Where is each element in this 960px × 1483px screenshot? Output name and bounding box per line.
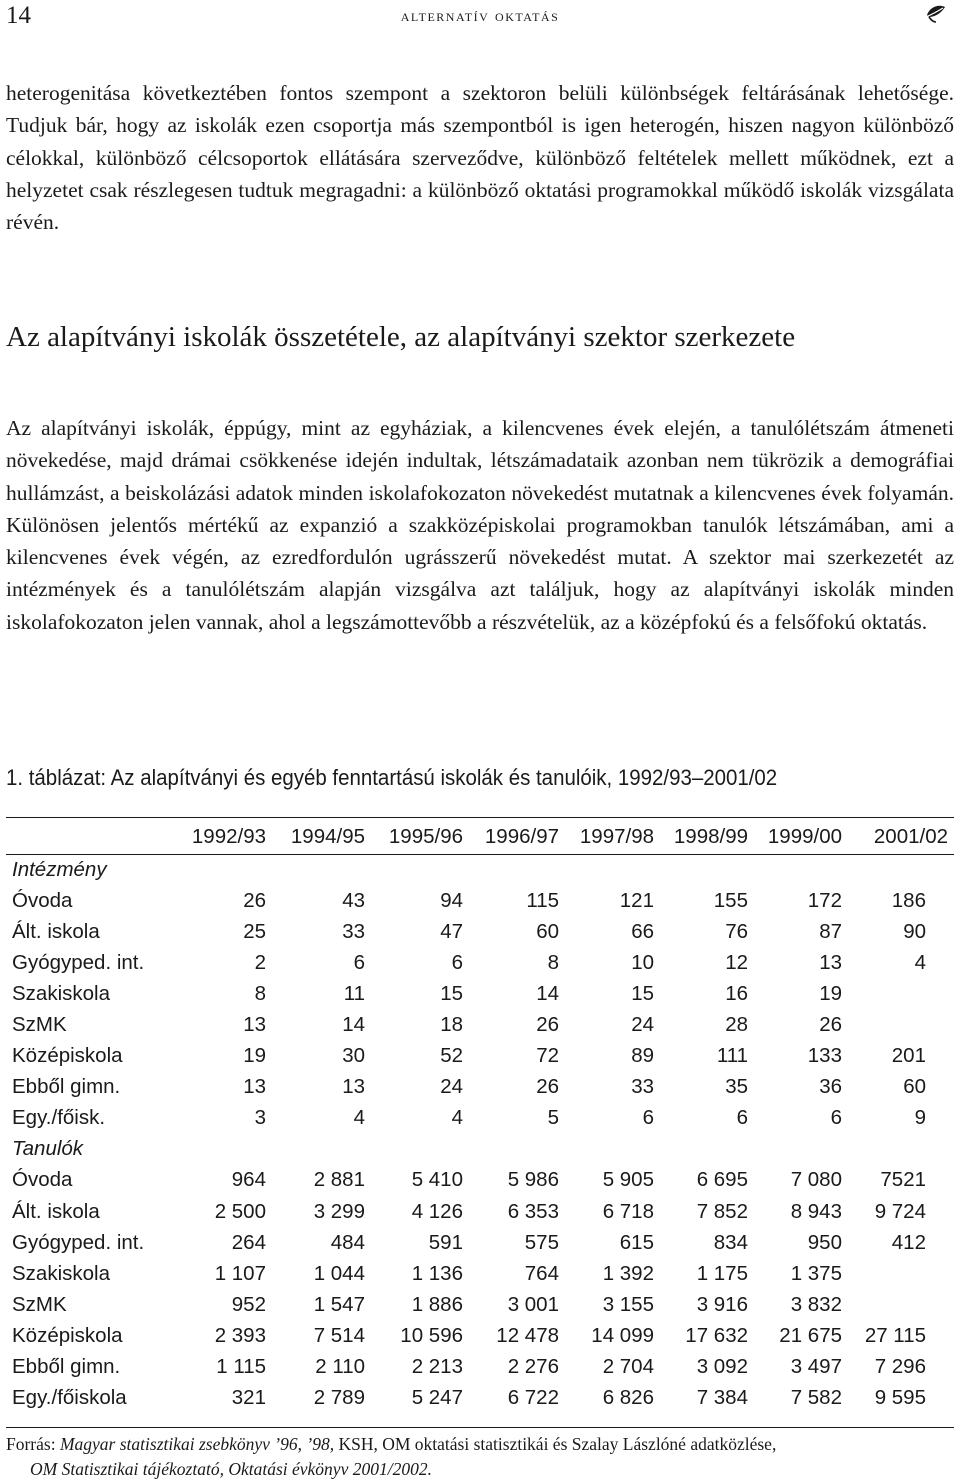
table-cell: 13: [819, 950, 842, 974]
table-row: [6, 1041, 954, 1072]
table-cell: 8 943: [790, 1199, 842, 1223]
table-row: [6, 1258, 954, 1289]
table-cell: 2 881: [313, 1168, 365, 1192]
table-cell: 9 724: [874, 1199, 926, 1223]
table-cell: 94: [440, 888, 463, 912]
table-cell: 111: [716, 1044, 748, 1068]
table-bottom-rule: [6, 1427, 954, 1428]
table-cell: 834: [713, 1230, 748, 1254]
running-head: alternatív oktatás: [400, 6, 560, 25]
table-cell: 60: [903, 1075, 926, 1099]
column-header: 1998/99: [673, 824, 748, 848]
table-cell: 5 247: [411, 1386, 463, 1410]
table-cell: 36: [819, 1075, 842, 1099]
table-cell: 12: [725, 950, 748, 974]
table-cell: 8: [547, 950, 559, 974]
group-row: [6, 854, 954, 885]
section-heading: Az alapítványi iskolák összetétele, az alapítványi szektor szerkezete: [6, 321, 796, 353]
table-cell: 8: [254, 981, 266, 1005]
table-cell: 3 155: [602, 1292, 654, 1316]
statistics-table: [6, 819, 954, 1414]
table-cell: 25: [243, 919, 266, 943]
row-label: Óvoda: [12, 888, 73, 912]
table-row: [6, 1009, 954, 1040]
table-cell: 155: [713, 888, 748, 912]
table-row: [6, 885, 954, 916]
source-note: [6, 1432, 954, 1482]
table-cell: 172: [807, 888, 842, 912]
table-cell: 5: [547, 1106, 559, 1130]
table-cell: 52: [440, 1044, 463, 1068]
table-cell: 14 099: [591, 1323, 654, 1347]
table-row: [6, 947, 954, 978]
column-header: 1999/00: [767, 824, 842, 848]
table-cell: 3 916: [696, 1292, 748, 1316]
header-corner: [6, 819, 162, 854]
table-cell: 3 092: [696, 1355, 748, 1379]
table-cell: 6 695: [696, 1168, 748, 1192]
table-cell: 484: [330, 1230, 365, 1254]
intro-paragraph: heterogenitása következtében fontos szempont a szektoron belüli különbségek feltárásának lehetősége. Tudjuk bár, hogy az iskolák ezen csoportja más szempontból is igen heterogén, hiszen nagyon különböző célokkal, különböző célcsoportok ellátására szerveződve, különböző feltételek mellett működnek, ezt a helyzetet csak részlegesen tudtuk megragadni: a különböző oktatási programokkal működő iskolák vizsgálata révén.: [6, 81, 954, 235]
table-cell: 615: [619, 1230, 654, 1254]
source-middle: KSH, OM oktatási statisztikái és Szalay Lászlóné adatközlése,: [334, 1434, 777, 1454]
table-cell: 7 384: [696, 1386, 748, 1410]
table-cell: 14: [536, 981, 559, 1005]
table-cell: [842, 1258, 954, 1289]
table-cell: 4: [451, 1106, 463, 1130]
column-header: 1992/93: [191, 824, 266, 848]
table-cell: 952: [231, 1292, 266, 1316]
table-cell: 19: [243, 1044, 266, 1068]
table-row: [6, 1320, 954, 1351]
source-prefix: Forrás:: [6, 1434, 60, 1454]
table-cell: 964: [231, 1168, 266, 1192]
table-cell: [842, 978, 954, 1009]
table-cell: 24: [440, 1075, 463, 1099]
leaf-ornament-icon: [924, 2, 948, 24]
table-cell: 7 582: [790, 1386, 842, 1410]
table-cell: 6: [353, 950, 365, 974]
table-cell: 5 410: [411, 1168, 463, 1192]
column-header: 2001/02: [873, 824, 948, 848]
table-cell: 9 595: [874, 1386, 926, 1410]
table-cell: 66: [631, 919, 654, 943]
row-label: Ebből gimn.: [12, 1075, 121, 1099]
table-header-row: [6, 819, 954, 854]
column-header: 1994/95: [290, 824, 365, 848]
table-cell: 26: [243, 888, 266, 912]
table-row: [6, 916, 954, 947]
table-row: [6, 1383, 954, 1414]
row-label: Óvoda: [12, 1168, 73, 1192]
row-label: SzMK: [12, 1013, 67, 1037]
table-cell: 60: [536, 919, 559, 943]
table-cell: 7 852: [696, 1199, 748, 1223]
table-cell: 201: [891, 1044, 926, 1068]
page-number: 14: [6, 2, 31, 29]
table-row: [6, 978, 954, 1009]
table-cell: 6 353: [507, 1199, 559, 1223]
table-cell: 2 500: [214, 1199, 266, 1223]
table-cell: 3 497: [790, 1355, 842, 1379]
table-cell: [842, 1009, 954, 1040]
table-cell: 1 175: [696, 1261, 748, 1285]
row-label: SzMK: [12, 1292, 67, 1316]
table-cell: 89: [631, 1044, 654, 1068]
table-cell: 3 832: [790, 1292, 842, 1316]
row-label: Szakiskola: [12, 1261, 110, 1285]
table-cell: 3 299: [313, 1199, 365, 1223]
table-cell: 412: [891, 1230, 926, 1254]
table-cell: 13: [342, 1075, 365, 1099]
table-cell: 7 296: [874, 1355, 926, 1379]
group-label: Intézmény: [12, 857, 107, 881]
row-label: Gyógyped. int.: [12, 1230, 145, 1254]
table-cell: 6 826: [602, 1386, 654, 1410]
table-cell: 764: [524, 1261, 559, 1285]
table-row: [6, 1289, 954, 1320]
table-cell: 10 596: [400, 1323, 463, 1347]
table-cell: 1 392: [602, 1261, 654, 1285]
table-cell: 26: [819, 1013, 842, 1037]
row-label: Egy./főiskola: [12, 1386, 127, 1410]
table-top-rule: [6, 817, 954, 818]
table-cell: 186: [891, 888, 926, 912]
table-cell: 16: [725, 981, 748, 1005]
table-cell: 14: [342, 1013, 365, 1037]
table-cell: 26: [536, 1013, 559, 1037]
table-cell: 7 080: [790, 1168, 842, 1192]
table-cell: 591: [428, 1230, 463, 1254]
row-label: Gyógyped. int.: [12, 950, 145, 974]
table-cell: 1 115: [216, 1355, 266, 1379]
table-cell: 28: [725, 1013, 748, 1037]
table-cell: 3: [254, 1106, 266, 1130]
table-cell: 13: [243, 1075, 266, 1099]
table-cell: 15: [440, 981, 463, 1005]
table-cell: 1 044: [313, 1261, 365, 1285]
table-cell: 1 375: [790, 1261, 842, 1285]
table-cell: 1 886: [411, 1292, 463, 1316]
table-row: [6, 1103, 954, 1134]
table-cell: 87: [819, 919, 842, 943]
table-cell: 7 514: [313, 1323, 365, 1347]
table-cell: 17 632: [685, 1323, 748, 1347]
group-row: [6, 1134, 954, 1165]
table-cell: 115: [526, 888, 559, 912]
table-cell: 133: [807, 1044, 842, 1068]
table-cell: 1 547: [313, 1292, 365, 1316]
table-cell: 6: [830, 1106, 842, 1130]
table-cell: 19: [819, 981, 842, 1005]
table-cell: 4 126: [411, 1199, 463, 1223]
table-cell: 6: [736, 1106, 748, 1130]
table-row: [6, 1352, 954, 1383]
table-cell: 47: [440, 919, 463, 943]
table-cell: 321: [231, 1386, 266, 1410]
table-cell: 26: [536, 1075, 559, 1099]
table-cell: [842, 1289, 954, 1320]
row-label: Középiskola: [12, 1044, 123, 1068]
table-cell: 9: [914, 1106, 926, 1130]
table-cell: 12 478: [496, 1323, 559, 1347]
table-cell: 10: [631, 950, 654, 974]
page-header: [0, 0, 960, 40]
row-label: Ált. iskola: [12, 919, 100, 943]
row-label: Egy./főisk.: [12, 1106, 106, 1130]
table-cell: 21 675: [779, 1323, 842, 1347]
table-cell: 90: [903, 919, 926, 943]
table-row: [6, 1072, 954, 1103]
table-cell: 30: [342, 1044, 365, 1068]
table-cell: 72: [536, 1044, 559, 1068]
table-cell: 264: [231, 1230, 266, 1254]
table-body: [6, 854, 954, 1414]
row-label: Ált. iskola: [12, 1199, 100, 1223]
table-cell: 3 001: [507, 1292, 559, 1316]
row-label: Középiskola: [12, 1323, 123, 1347]
table-cell: 4: [353, 1106, 365, 1130]
table-cell: 13: [243, 1013, 266, 1037]
group-label: Tanulók: [12, 1137, 84, 1161]
table-cell: 950: [807, 1230, 842, 1254]
table-cell: 2: [254, 950, 266, 974]
table-cell: 33: [342, 919, 365, 943]
table-row: [6, 1196, 954, 1227]
table-cell: 2 789: [313, 1386, 365, 1410]
table-cell: 1 107: [214, 1261, 266, 1285]
table-cell: 1 136: [411, 1261, 463, 1285]
table-cell: 2 110: [315, 1355, 365, 1379]
column-header: 1997/98: [579, 824, 654, 848]
table-cell: 2 276: [507, 1355, 559, 1379]
table-cell: 121: [619, 888, 654, 912]
table-cell: 6 722: [507, 1386, 559, 1410]
table-cell: 35: [725, 1075, 748, 1099]
table-cell: 76: [725, 919, 748, 943]
table-cell: 15: [631, 981, 654, 1005]
table-row: [6, 1227, 954, 1258]
table-cell: 43: [342, 888, 365, 912]
table-cell: 7521: [880, 1168, 926, 1192]
table-cell: 6 718: [602, 1199, 654, 1223]
table-cell: 4: [914, 950, 926, 974]
table-cell: 24: [631, 1013, 654, 1037]
table-cell: 18: [440, 1013, 463, 1037]
table-cell: 11: [343, 981, 365, 1005]
table-cell: 2 393: [214, 1323, 266, 1347]
table-caption: 1. táblázat: Az alapítványi és egyéb fenntartású iskolák és tanulóik, 1992/93–2001/02: [6, 765, 778, 790]
table-row: [6, 1165, 954, 1196]
row-label: Szakiskola: [12, 981, 110, 1005]
source-title-1: Magyar statisztikai zsebkönyv ’96, ’98,: [59, 1434, 335, 1454]
column-header: 1996/97: [484, 824, 559, 848]
table-cell: 6: [451, 950, 463, 974]
column-header: 1995/96: [388, 824, 463, 848]
table-cell: 2 704: [602, 1355, 654, 1379]
row-label: Ebből gimn.: [12, 1355, 121, 1379]
table-cell: 6: [642, 1106, 654, 1130]
table-cell: 575: [524, 1230, 559, 1254]
body-paragraph: Az alapítványi iskolák, éppúgy, mint az egyháziak, a kilencvenes évek elején, a tanulólétszám átmeneti növekedése, majd drámai csökkenése idején indultak, létszámadataik azonban nem tükrözik a demográfiai hullámzást, a beiskolázási adatok minden iskolafokozaton növekedést mutatnak a kilencvenes évek folyamán. Különösen jelentős mértékű az expanzió a szakközépiskolai programokban tanulók létszámában, ami a kilencvenes évek végén, az ezredfordulón ugrásszerű növekedést mutat. A szektor mai szerkezetét az intézmények és a tanulólétszám alapján vizsgálva azt találjuk, hogy az alapítványi iskolák minden iskolafokozaton jelen vannak, ahol a legszámottevőbb a részvételük, az a középfokú és a felsőfokú oktatás.: [6, 416, 954, 634]
table-cell: 5 986: [507, 1168, 559, 1192]
table-cell: 33: [631, 1075, 654, 1099]
table-cell: 27 115: [864, 1323, 926, 1347]
table-cell: 2 213: [411, 1355, 463, 1379]
source-title-2: OM Statisztikai tájékoztató, Oktatási évkönyv 2001/2002.: [30, 1459, 432, 1479]
table-cell: 5 905: [602, 1168, 654, 1192]
